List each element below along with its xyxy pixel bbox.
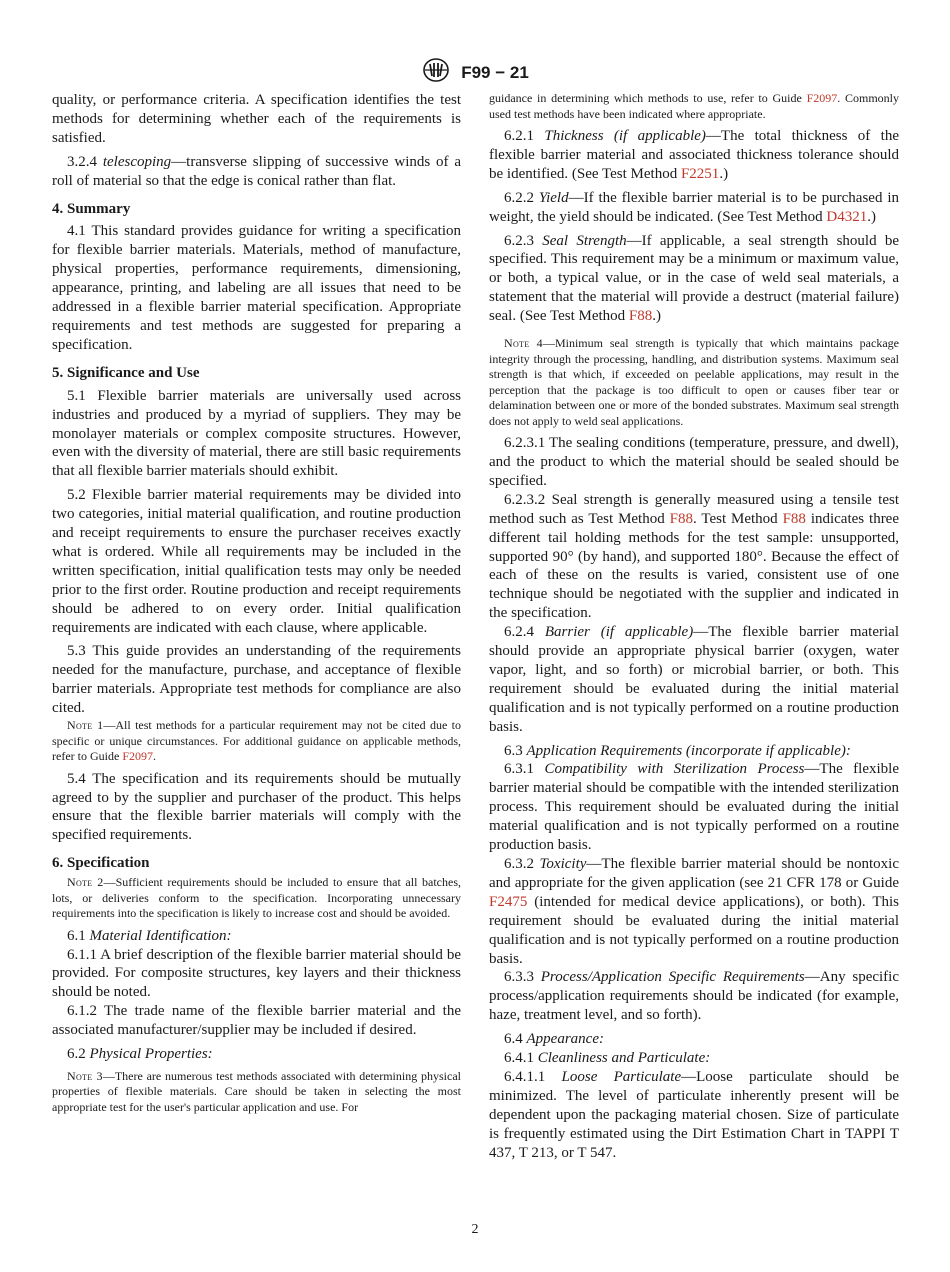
paragraph-6-4-1-1: 6.4.1.1 Loose Particulate—Loose particulate should be minimized. The level of particulate inherently present will be dependent upon the packaging material chosen. Size of particulate is frequently estimated using the Dirt Estimation Chart in TAPPI T 437, T 213, or T 547. (489, 1068, 900, 1161)
left-column (52, 91, 461, 1120)
paragraph-6-1-2: 6.1.2 The trade name of the flexible barrier material and the associated manufacturer/supplier may be included if desired. (52, 1003, 461, 1039)
link-f88[interactable]: F88 (669, 510, 693, 527)
paragraph-6-2-3: 6.2.3 Seal Strength—If applicable, a seal strength should be specified. This requirement may be a minimum or maximum value, or both, a typical value, or in the case of weld seal materials, a statement that the material will provide a destruct (material failure) seal. (See Test Method F88.) (489, 232, 899, 325)
note-3: Note 3—There are numerous test methods associated with determining physical properties of flexible materials. Care should be taken in selecting the most appropriate test for the user's particular application and use. For (52, 1068, 461, 1114)
paragraph-5-2: 5.2 Flexible barrier material requirements may be divided into two categories, initial material qualification, and routine production and receipt requirements to ensure the purchaser receives exactly what is ordered. While all requirements may be included in the written specification, initial qualification tests may only be needed prior to the first order. Routine production and receipt requirements should be adhered to on every order. Initial qualification requirements are indicated with each clause, where applicable. (52, 487, 461, 636)
section-heading-specification: 6. Specification (52, 855, 150, 872)
paragraph-6-3-2: 6.3.2 Toxicity—The flexible barrier material should be nontoxic and appropriate for the given application (see 21 CFR 178 or Guide F2475 (intended for medical device applications), or both). This requirement should be evaluated during the initial material qualification and is not typically performed on a routine production basis. (489, 856, 899, 967)
paragraph-6-3: 6.3 Application Requirements (incorporate if applicable): (504, 742, 851, 759)
link-f88[interactable]: F88 (782, 510, 806, 527)
link-f88[interactable]: F88 (628, 308, 653, 325)
paragraph-3-2-4: 3.2.4 telescoping—transverse slipping of successive winds of a roll of material so that the edge is conical rather than flat. (52, 153, 461, 189)
link-f2097[interactable]: F2097 (806, 91, 838, 105)
paragraph-5-1: 5.1 Flexible barrier materials are universally used across industries and produced by a myriad of suppliers. They may be monolayer materials or complex composite structures. However, even with the diversity of material, there are still basic requirements that all flexible barrier materials should exhibit. (52, 387, 461, 480)
note-4: Note 4—Minimum seal strength is typically that which maintains package integrity through the processing, handling, and distribution systems. Maximum seal strength is that which, if exceeded on peelable applications, may result in the perception that the package is too difficult to open or causes fiber tear or delamination between one or more of the bonded substrates. Maximum seal strength does not apply to weld seal applications. (489, 336, 899, 428)
paragraph-5-3: 5.3 This guide provides an understanding of the requirements needed for the manufacture, purchase, and acceptance of flexible barrier materials. Appropriate test methods for compliance are also cited. (52, 643, 461, 717)
note-3-continued: guidance in determining which methods to use, refer to Guide F2097. Commonly used test methods have been indicated where appropriate. (489, 91, 899, 121)
link-d4321[interactable]: D4321 (826, 208, 868, 225)
paragraph-6-2: 6.2 Physical Properties: (67, 1046, 213, 1063)
paragraph-6-4: 6.4 Appearance: (504, 1031, 604, 1048)
paragraph-6-4-1: 6.4.1 Cleanliness and Particulate: (504, 1050, 711, 1067)
right-column (489, 91, 899, 1168)
link-f2097[interactable]: F2097 (122, 749, 153, 764)
section-heading-summary: 4. Summary (52, 200, 131, 217)
paragraph-5-4: 5.4 The specification and its requirements should be mutually agreed to by the supplier and purchaser of the product. This helps ensure that the flexible barrier materials will comply with the specified requirements. (52, 770, 461, 844)
note-2: Note 2—Sufficient requirements should be included to ensure that all batches, lots, or deliveries conform to the specification. Incorporating unnecessary requirements into the specification is likely to increase cost and should be avoided. (52, 875, 461, 921)
paragraph-6-2-2: 6.2.2 Yield—If the flexible barrier material is to be purchased in weight, the yield should be indicated. (See Test Method D4321.) (489, 189, 899, 225)
page-header (0, 57, 950, 88)
paragraph-6-3-3: 6.3.3 Process/Application Specific Requirements—Any specific process/application requirements should be indicated (for example, haze, treatment level, and so forth). (489, 969, 899, 1024)
link-f2251[interactable]: F2251 (680, 165, 720, 182)
paragraph-6-3-1: 6.3.1 Compatibility with Sterilization Process—The flexible barrier material should be compatible with the intended sterilization process. This requirement should be evaluated during the initial material qualification and is not typically performed on a routine production basis. (489, 761, 899, 854)
document-code: F99 − 21 (461, 62, 529, 82)
page-number: 2 (471, 1222, 479, 1237)
section-heading-significance: 5. Significance and Use (52, 364, 200, 381)
paragraph-6-2-3-2: 6.2.3.2 Seal strength is generally measured using a tensile test method such as Test Method F88. Test Method F88 indicates three different tail holding methods for the test sample: unsupported, supported 90° (by hand), and supported 180°. Because the effect of each of these on the results is varied, consistent use of one technique should be negotiated with the supplier and indicated in the specification. (489, 491, 900, 622)
paragraph-6-2-3-1: 6.2.3.1 The sealing conditions (temperature, pressure, and dwell), and the product to which the material should be sealed should be specified. (489, 435, 899, 489)
paragraph-quality: quality, or performance criteria. A specification identifies the test methods for determining whether each of the requirements is satisfied. (52, 92, 461, 146)
paragraph-6-2-1: 6.2.1 Thickness (if applicable)—The total thickness of the flexible barrier material and associated thickness tolerance should be identified. (See Test Method F2251.) (489, 128, 899, 182)
paragraph-6-1-1: 6.1.1 A brief description of the flexible barrier material should be provided. For composite structures, key layers and their thickness should be noted. (52, 946, 461, 1001)
astm-logo-icon (421, 57, 451, 88)
note-1: Note 1—All test methods for a particular requirement may not be cited due to specific or unique circumstances. For additional guidance on applicable methods, refer to Guide F2097. (52, 718, 461, 764)
paragraph-6-2-4: 6.2.4 Barrier (if applicable)—The flexible barrier material should provide an appropriate physical barrier (oxygen, water vapor, light, and so forth) or microbial barrier, or both. This requirement should be evaluated during the initial material qualification and is not typically performed on a routine production basis. (489, 624, 899, 735)
paragraph-4-1: 4.1 This standard provides guidance for writing a specification for flexible barrier materials. Materials, method of manufacture, physical properties, performance requirements, dimensioning, appearance, printing, and labeling are all issues that need to be addressed in a flexible barrier material specification. Appropriate requirements and test methods are suggested for preparing a specification. (52, 223, 461, 353)
paragraph-6-1: 6.1 Material Identification: (67, 927, 232, 944)
link-f2475[interactable]: F2475 (489, 893, 528, 910)
